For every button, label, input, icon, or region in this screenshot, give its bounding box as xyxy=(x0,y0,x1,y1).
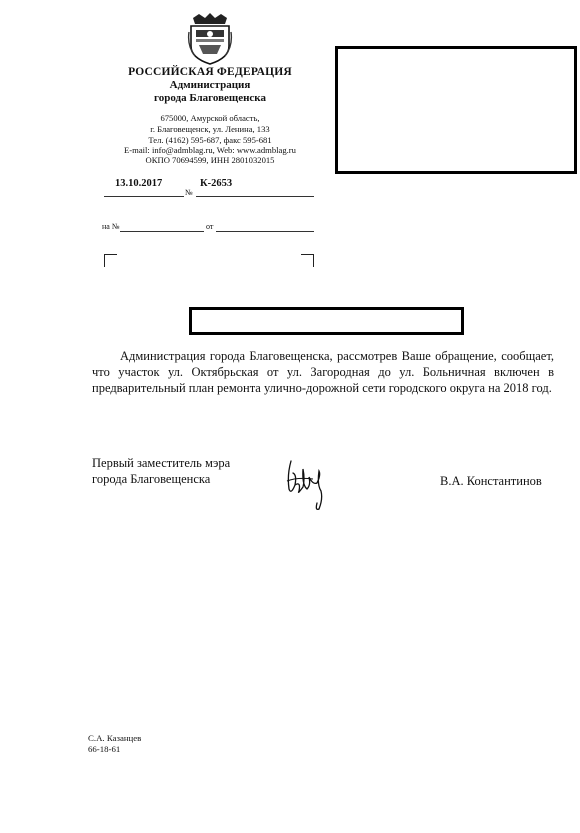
letter-date: 13.10.2017 xyxy=(115,178,163,189)
address-line: г. Благовещенск, ул. Ленина, 133 xyxy=(150,124,270,134)
executor-phone: 66-18-61 xyxy=(88,744,121,754)
letter-body: Администрация города Благовещенска, рассмотрев Ваше обращение, сообщает, что участок ул. Октябрьская от ул. Загородная до ул. Больничная включен в предварительный план ремонта улично-дорожной сети городского округа на 2018 год. xyxy=(92,349,554,395)
reference-label: на № xyxy=(102,222,120,231)
phone-line: Тел. (4162) 595-687, факс 595-681 xyxy=(148,135,272,145)
signatory-title-line2: города Благовещенска xyxy=(92,472,211,486)
redacted-addressee xyxy=(189,307,464,335)
executor-info xyxy=(88,733,141,755)
signatory-name: В.А. Константинов xyxy=(440,474,542,488)
signatory-title-line1: Первый заместитель мэра xyxy=(92,456,231,470)
reference-underline xyxy=(120,231,204,232)
handwritten-signature xyxy=(283,455,328,513)
from-underline xyxy=(216,231,314,232)
country-title: РОССИЙСКАЯ ФЕДЕРАЦИЯ xyxy=(128,66,292,78)
executor-name: С.А. Казанцев xyxy=(88,733,142,743)
okpo-inn-line: ОКПО 70694599, ИНН 2801032015 xyxy=(145,155,275,165)
org-name-line1: Администрация xyxy=(169,79,251,91)
org-name-line2: города Благовещенска xyxy=(154,92,266,104)
corner-bracket-right xyxy=(301,254,314,267)
corner-bracket-left xyxy=(104,254,117,267)
signatory-title xyxy=(92,455,230,487)
number-sign: № xyxy=(185,188,193,197)
from-label: от xyxy=(206,222,214,231)
coat-of-arms-icon xyxy=(187,12,233,66)
letter-number: К-2653 xyxy=(200,178,233,189)
number-underline xyxy=(196,196,314,197)
email-web-line: E-mail: info@admblag.ru, Web: www.admblag.ru xyxy=(124,145,296,155)
address-line: 675000, Амурской область, xyxy=(160,113,260,123)
redacted-recipient-block xyxy=(335,46,577,174)
date-underline xyxy=(104,196,184,197)
